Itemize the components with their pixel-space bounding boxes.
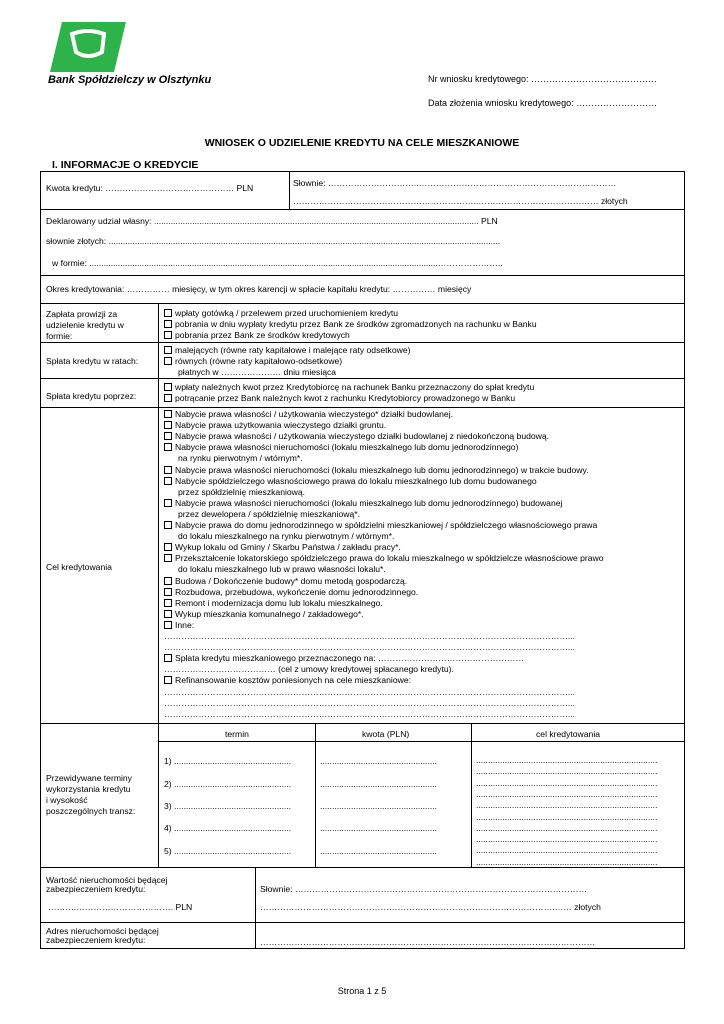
checkbox-icon[interactable] (164, 443, 172, 451)
schedule-cel-field[interactable]: ............................................................................ (476, 755, 658, 765)
checkbox-icon[interactable] (164, 383, 172, 391)
collateral-value-label-2: zabezpieczeniem kredytu: (46, 884, 146, 894)
table-border (40, 378, 684, 379)
purpose-option[interactable]: Przekształcenie lokatorskiego spółdzielczego prawa do lokalu mieszkalnego w spółdzielcze własnościowe prawo (164, 553, 603, 564)
checkbox-icon[interactable] (164, 610, 172, 618)
installments-label: Spłata kredytu w ratach: (46, 356, 139, 366)
repayment-option-transfer[interactable]: wpłaty należnych kwot przez Kredytobiorcę na rachunek Banku przeznaczony do spłat kredytu (164, 382, 534, 393)
schedule-col-kwota: kwota (PLN) (362, 729, 410, 739)
commission-option-account[interactable]: pobrania w dniu wypłaty kredytu przez Bank ze środków zgromadzonych na rachunku w Banku (164, 319, 537, 330)
schedule-col-termin: termin (225, 729, 249, 739)
purpose-option[interactable]: Budowa / Dokończenie budowy* domu metodą gospodarczą. (164, 576, 407, 587)
table-border (40, 303, 684, 304)
checkbox-icon[interactable] (164, 621, 172, 629)
commission-label-2: udzielenie kredytu w (46, 320, 124, 330)
loan-amount-field[interactable]: Kwota kredytu: ……………………………………… PLN (46, 183, 254, 193)
schedule-termin-field[interactable]: 3) ................................................. (164, 801, 292, 811)
schedule-col-cel: cel kredytowania (536, 729, 601, 739)
purpose-option[interactable]: Nabycie spółdzielczego własnościowego prawa do lokalu mieszkalnego lub domu budowanego (164, 476, 537, 487)
purpose-option[interactable]: Nabycie prawa własności nieruchomości (lokalu mieszkalnego lub domu jednorodzinnego) w trakcie budowy. (164, 465, 589, 476)
checkbox-icon[interactable] (164, 543, 172, 551)
purpose-option[interactable]: Nabycie prawa własności / użytkowania wieczystego działki budowlanej z niedokończoną budową. (164, 431, 549, 442)
purpose-option-continuation[interactable]: ……………………………………………………………………………………………………………………………... (164, 686, 576, 697)
schedule-cel-field[interactable]: ............................................................................ (476, 856, 658, 867)
collateral-address-label-1: Adres nieruchomości będącej (46, 926, 159, 936)
table-border (315, 723, 316, 867)
schedule-cel-field[interactable]: ............................................................................ (476, 766, 658, 777)
collateral-value-words[interactable]: Słownie: ………………………………………………………………………………………… (260, 884, 588, 894)
checkbox-icon[interactable] (164, 432, 172, 440)
bank-logo (50, 22, 126, 72)
schedule-kwota-field[interactable]: ................................................. (320, 801, 437, 811)
purpose-option[interactable]: Nabycie prawa własności nieruchomości (lokalu mieszkalnego lub domu jednorodzinnego) budowanej (164, 498, 562, 509)
table-border (40, 171, 41, 949)
table-border (684, 171, 685, 949)
loan-amount-words-line1[interactable]: Słownie: …………………………..…………………………………………………………… (293, 178, 617, 188)
commission-label-3: formie: (46, 331, 73, 341)
table-border (40, 209, 684, 210)
table-border (40, 275, 684, 276)
purpose-option[interactable]: Remont i modernizacja domu lub lokalu mieszkalnego. (164, 598, 383, 609)
purpose-option-continuation[interactable]: przez spółdzielnię mieszkaniową. (178, 486, 306, 497)
table-border (40, 407, 684, 408)
table-border (289, 171, 290, 209)
checkbox-icon[interactable] (164, 346, 172, 354)
schedule-label-4: poszczególnych transz: (46, 806, 136, 816)
table-border (158, 741, 684, 742)
schedule-kwota-field[interactable]: ................................................. (320, 779, 437, 789)
schedule-termin-field[interactable]: 1) ................................................. (164, 756, 292, 766)
purpose-option-continuation[interactable]: na rynku pierwotnym / wtórnym*. (178, 453, 303, 464)
schedule-cel-field[interactable]: ............................................................................ (476, 834, 658, 845)
schedule-kwota-field[interactable]: ................................................. (320, 823, 437, 833)
table-border (40, 723, 684, 724)
schedule-kwota-field[interactable]: ................................................. (320, 846, 437, 856)
schedule-label-1: Przewidywane terminy (46, 773, 132, 783)
collateral-address-label-2: zabezpieczeniem kredytu: (46, 935, 146, 945)
schedule-cel-field[interactable]: ............................................................................ (476, 777, 658, 788)
bank-name: Bank Spółdzielczy w Olsztynku (48, 74, 212, 86)
purpose-option[interactable]: Wykup mieszkania komunalnego / zakładowego*. (164, 609, 364, 620)
application-date[interactable]: Data złożenia wniosku kredytowego: ……………………… (428, 98, 658, 108)
checkbox-icon[interactable] (164, 577, 172, 585)
commission-option-cash[interactable]: wpłaty gotówką / przelewem przed uruchomieniem kredytu (164, 308, 398, 319)
purpose-option[interactable]: Nabycie prawa użytkowania wieczystego działki gruntu. (164, 420, 386, 431)
collateral-value-pln[interactable]: ……….……………………………. PLN (48, 902, 193, 912)
purpose-label: Cel kredytowania (46, 562, 112, 572)
purpose-option[interactable]: Wykup lokalu od Gminy / Skarbu Państwa / zakładu pracy*. (164, 542, 401, 553)
repayment-label: Spłata kredytu poprzez: (46, 391, 137, 401)
schedule-termin-field[interactable]: 4) ................................................. (164, 823, 292, 833)
checkbox-icon[interactable] (164, 466, 172, 474)
application-number[interactable]: Nr wniosku kredytowego: …………………………………… (428, 74, 658, 84)
schedule-label-2: wykorzystania kredytu (46, 784, 131, 794)
table-border (158, 723, 159, 867)
purpose-option-continuation[interactable]: do lokalu mieszkalnego lub w prawo własności lokalu*. (178, 564, 386, 575)
purpose-option-continuation[interactable]: ……………………………………………………………………………………………………………………………... (164, 631, 576, 641)
purpose-option-continuation[interactable]: ……………………………………………………………………………………………………………………………... (164, 708, 576, 719)
installments-option-decreasing[interactable]: malejących (równe raty kapitałowe i malejące raty odsetkowe) (164, 345, 410, 356)
checkbox-icon[interactable] (164, 588, 172, 596)
purpose-option[interactable]: Refinansowanie kosztów poniesionych na cele mieszkaniowe: (164, 675, 411, 686)
purpose-option-continuation[interactable]: ………………………………… (cel z umowy kredytowej spłacanego kredytu). (164, 664, 454, 675)
checkbox-icon[interactable] (164, 421, 172, 429)
table-border (40, 922, 684, 923)
schedule-kwota-field[interactable]: ................................................. (320, 756, 437, 766)
checkbox-icon[interactable] (164, 499, 172, 507)
purpose-option-continuation[interactable]: ……………………………………………………………………………………………………………………………... (164, 642, 576, 653)
purpose-option[interactable]: Nabycie prawa własności nieruchomości (lokalu mieszkalnego lub domu jednorodzinnego) (164, 442, 518, 453)
schedule-cel-field[interactable]: ............................................................................ (476, 845, 658, 856)
checkbox-icon[interactable] (164, 357, 172, 365)
installments-option-equal[interactable]: równych (równe raty kapitałowo-odsetkowe) (164, 356, 342, 367)
purpose-option[interactable]: Inne: (164, 620, 194, 631)
purpose-option[interactable]: Spłata kredytu mieszkaniowego przeznaczonego na: …………………………………………… (164, 653, 524, 664)
loan-period-field[interactable]: Okres kredytowania: …………… miesięcy, w tym okres karencji w spłacie kapitału kredytu: …………… miesięcy (46, 284, 472, 294)
purpose-option[interactable]: Nabycie prawa własności / użytkowania wieczystego* działki budowlanej. (164, 409, 453, 420)
checkbox-icon[interactable] (164, 331, 172, 339)
own-contribution-field[interactable]: Deklarowany udział własny: ........................................................................................................................................ PLN (46, 216, 498, 226)
checkbox-icon[interactable] (164, 320, 172, 328)
table-border (40, 342, 684, 343)
collateral-value-words-2[interactable]: ………………………………………………………………………………………….…… złotych (260, 902, 601, 912)
commission-option-loan-funds[interactable]: pobrania przez Bank ze środków kredytowych (164, 330, 350, 341)
checkbox-icon[interactable] (164, 676, 172, 684)
purpose-option[interactable]: Rozbudowa, przebudowa, wykończenie domu jednorodzinnego. (164, 587, 418, 598)
table-border (40, 171, 684, 172)
collateral-value-label-1: Wartość nieruchomości będącej (46, 875, 168, 885)
purpose-option-continuation[interactable]: ……………………………………………………………………………………………………………………………... (164, 697, 576, 708)
checkbox-icon[interactable] (164, 654, 172, 662)
commission-label-1: Zapłata prowizji za (46, 309, 118, 319)
checkbox-icon[interactable] (164, 410, 172, 418)
checkbox-icon[interactable] (164, 554, 172, 562)
table-border (40, 948, 684, 949)
schedule-cel-field[interactable]: ............................................................................ (476, 811, 658, 822)
section-title: I. INFORMACJE O KREDYCIE (52, 159, 199, 171)
checkbox-icon[interactable] (164, 394, 172, 402)
page-number: Strona 1 z 5 (337, 986, 387, 996)
table-border (255, 867, 256, 948)
schedule-cel-field[interactable]: ............................................................................ (476, 788, 658, 799)
schedule-cel-field[interactable]: ............................................................................ (476, 822, 658, 833)
checkbox-icon[interactable] (164, 521, 172, 529)
installments-payable-day[interactable]: płatnych w ………………… dniu miesiąca (178, 367, 337, 377)
checkbox-icon[interactable] (164, 309, 172, 317)
own-contribution-form[interactable]: w formie: ..................................................................................................................................................………………….. (52, 258, 503, 268)
purpose-option[interactable]: Nabycie prawa do domu jednorodzinnego w spółdzielni mieszkaniowej / spółdzielczego własnościowego prawa (164, 520, 597, 531)
document-title: WNIOSEK O UDZIELENIE KREDYTU NA CELE MIESZKANIOWE (204, 137, 520, 149)
schedule-termin-field[interactable]: 2) ................................................. (164, 779, 292, 789)
own-contribution-words[interactable]: słownie złotych: .................................................................................................................................................................... (46, 236, 501, 246)
purpose-option-continuation[interactable]: przez dewelopera / spółdzielnię mieszkaniową*. (178, 508, 360, 519)
loan-amount-words-line2[interactable]: ………………………………………………………..…………………………………… złotych (293, 196, 628, 206)
schedule-cel-field[interactable]: ............................................................................ (476, 800, 658, 811)
checkbox-icon[interactable] (164, 599, 172, 607)
repayment-option-deduction[interactable]: potrącanie przez Bank należnych kwot z rachunku Kredytobiorcy prowadzonego w Banku (164, 393, 515, 404)
table-border (471, 723, 472, 867)
schedule-label-3: i wysokość (46, 795, 88, 805)
schedule-termin-field[interactable]: 5) ................................................. (164, 846, 292, 856)
checkbox-icon[interactable] (164, 477, 172, 485)
purpose-option-continuation[interactable]: do lokalu mieszkalnego na rynku pierwotnym / wtórnym*. (178, 531, 395, 542)
table-border (158, 303, 159, 723)
collateral-address-field[interactable]: ……………………………………………………………………………………………………… (260, 937, 596, 947)
